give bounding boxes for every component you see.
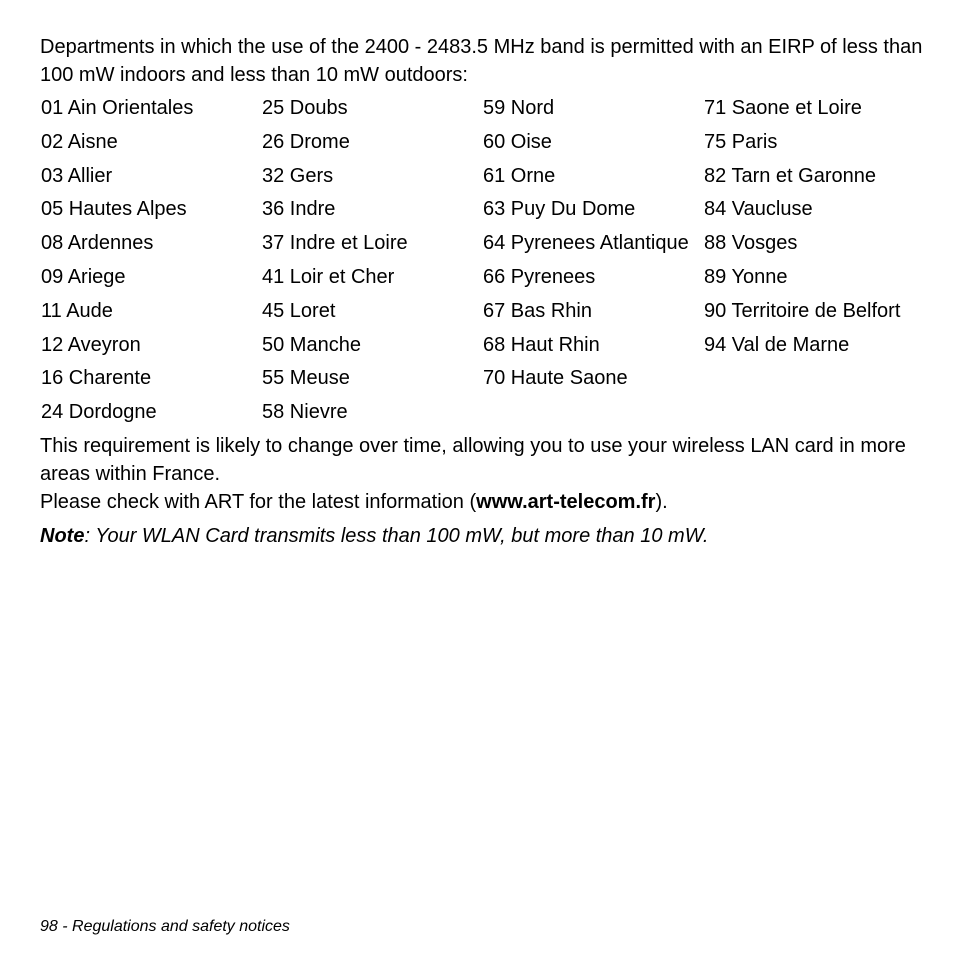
departments-grid [40,94,924,424]
check-text: Please check with ART for the latest information ( [40,491,477,513]
departments-column-2 [262,94,477,432]
note-paragraph [40,522,924,550]
department-item: 24 Dordogne [41,401,157,424]
department-item: 32 Gers [262,164,334,187]
department-item: 64 Pyrenees Atlantique [483,232,689,255]
departments-column-1 [41,94,256,432]
department-item: 82 Tarn et Garonne [704,164,876,187]
department-item: 71 Saone et Loire [704,97,862,119]
department-item: 50 Manche [262,333,361,356]
requirement-paragraph: This requirement is likely to change over time, allowing you to use your wireless LAN card in more areas within France. [40,435,906,485]
department-item: 68 Haut Rhin [483,333,600,356]
department-item: 26 Drome [262,130,350,153]
department-item: 75 Paris [704,130,778,153]
department-item: 66 Pyrenees [483,265,596,288]
check-text-end: ). [655,491,668,513]
department-item: 03 Allier [41,164,113,187]
department-item: 60 Oise [483,130,552,153]
department-item: 36 Indre [262,198,336,221]
department-item: 55 Meuse [262,367,350,390]
note-text: : Your WLAN Card transmits less than 100 mW, but more than 10 mW. [84,525,709,547]
department-item: 88 Vosges [704,232,798,255]
departments-column-4 [704,94,919,364]
department-item: 09 Ariege [41,265,126,288]
intro-paragraph: Departments in which the use of the 2400 - 2483.5 MHz band is permitted with an EIRP of less than 100 mW indoors and less than 10 mW outdoors: [40,36,923,86]
department-item: 01 Ain Orientales [41,97,194,119]
department-item: 63 Puy Du Dome [483,198,636,221]
department-item: 37 Indre et Loire [262,232,408,255]
department-item: 45 Loret [262,299,336,322]
department-item: 90 Territoire de Belfort [704,299,901,322]
page-content [40,33,924,550]
departments-column-3 [483,94,698,398]
department-item: 08 Ardennes [41,232,154,255]
department-item: 11 Aude [41,299,113,322]
department-item: 16 Charente [41,367,152,390]
page-footer: 98 - Regulations and safety notices [40,918,290,935]
department-item: 12 Aveyron [41,333,141,356]
department-item: 59 Nord [483,97,555,119]
department-item: 58 Nievre [262,401,348,424]
department-item: 61 Orne [483,164,556,187]
department-item: 94 Val de Marne [704,333,850,356]
department-item: 25 Doubs [262,97,348,119]
department-item: 84 Vaucluse [704,198,813,221]
department-item: 70 Haute Saone [483,367,628,390]
department-item: 02 Aisne [41,130,118,153]
department-item: 89 Yonne [704,265,788,288]
department-item: 05 Hautes Alpes [41,198,187,221]
art-telecom-link[interactable]: www.art-telecom.fr [476,491,656,513]
department-item: 67 Bas Rhin [483,299,592,322]
note-label: Note [40,525,85,547]
check-paragraph [40,488,924,516]
department-item: 41 Loir et Cher [262,265,395,288]
